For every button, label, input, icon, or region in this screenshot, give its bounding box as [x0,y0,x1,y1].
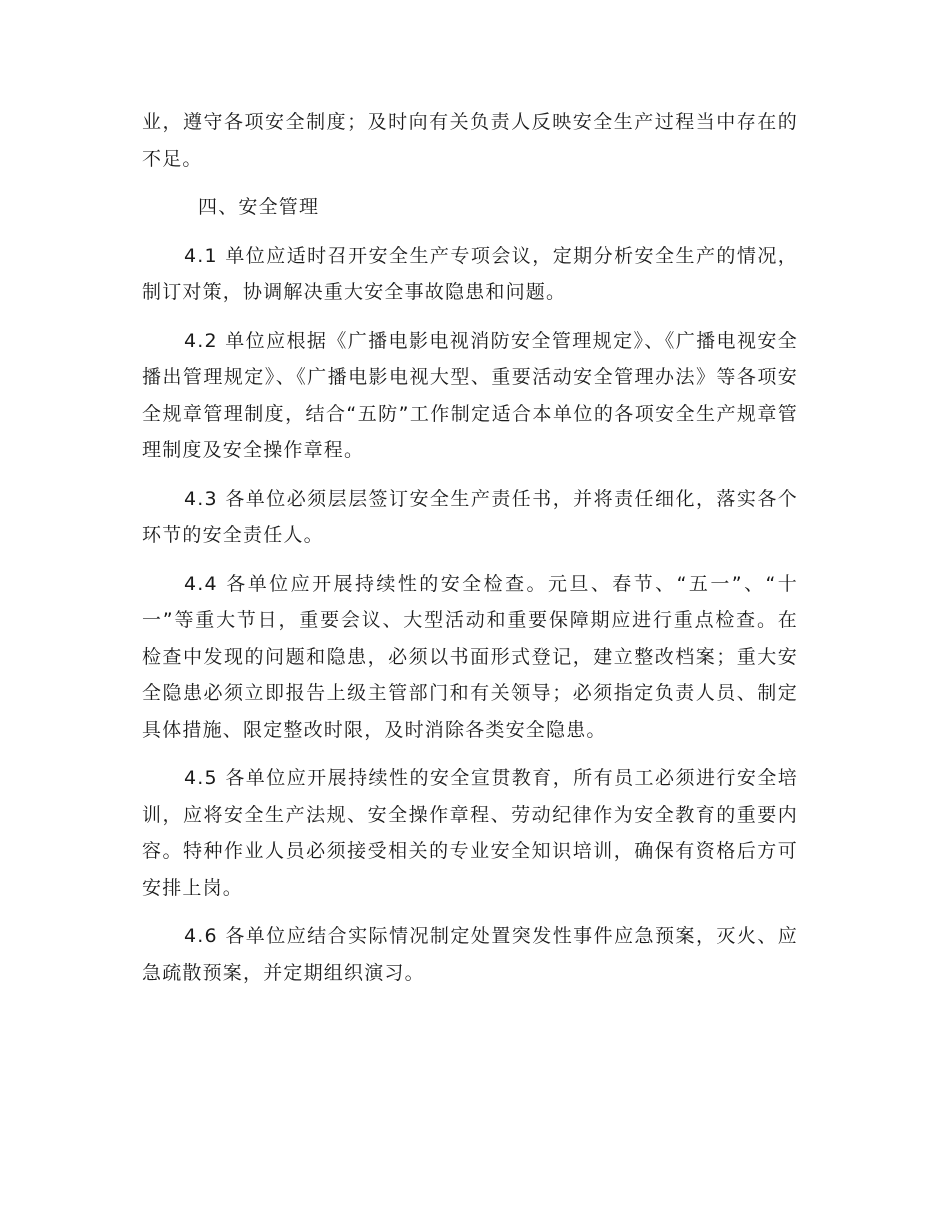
paragraph-4-3: 4.3 各单位必须层层签订安全生产责任书，并将责任细化，落实各个环节的安全责任人。 [142,487,798,546]
paragraph-4-5: 4.5 各单位应开展持续性的安全宣贯教育，所有员工必须进行安全培训，应将安全生产法规、安全操作章程、劳动纪律作为安全教育的重要内容。特种作业人员必须接受相关的专业安全知识培训，确保有资格后方可安排上岗。 [142,767,798,899]
paragraph-4-1: 4.1 单位应适时召开安全生产专项会议，定期分析安全生产的情况，制订对策，协调解决重大安全事故隐患和问题。 [142,244,798,303]
paragraph-4-2: 4.2 单位应根据《广播电影电视消防安全管理规定》、《广播电视安全播出管理规定》、《广播电影电视大型、重要活动安全管理办法》等各项安全规章管理制度，结合“五防”工作制定适合本单位的各项安全生产规章管理制度及安全操作章程。 [142,329,798,461]
document-body [142,104,798,1003]
paragraph-4-4: 4.4 各单位应开展持续性的安全检查。元旦、春节、“五一”、“十一”等重大节日，重要会议、大型活动和重要保障期应进行重点检查。在检查中发现的问题和隐患，必须以书面形式登记，建立整改档案；重大安全隐患必须立即报告上级主管部门和有关领导；必须指定负责人员、制定具体措施、限定整改时限，及时消除各类安全隐患。 [142,572,798,741]
carryover-paragraph: 业，遵守各项安全制度；及时向有关负责人反映安全生产过程当中存在的不足。 [142,111,798,170]
paragraph-4-6: 4.6 各单位应结合实际情况制定处置突发性事件应急预案，灭火、应急疏散预案，并定期组织演习。 [142,925,798,984]
section-heading: 四、安全管理 [198,196,320,218]
